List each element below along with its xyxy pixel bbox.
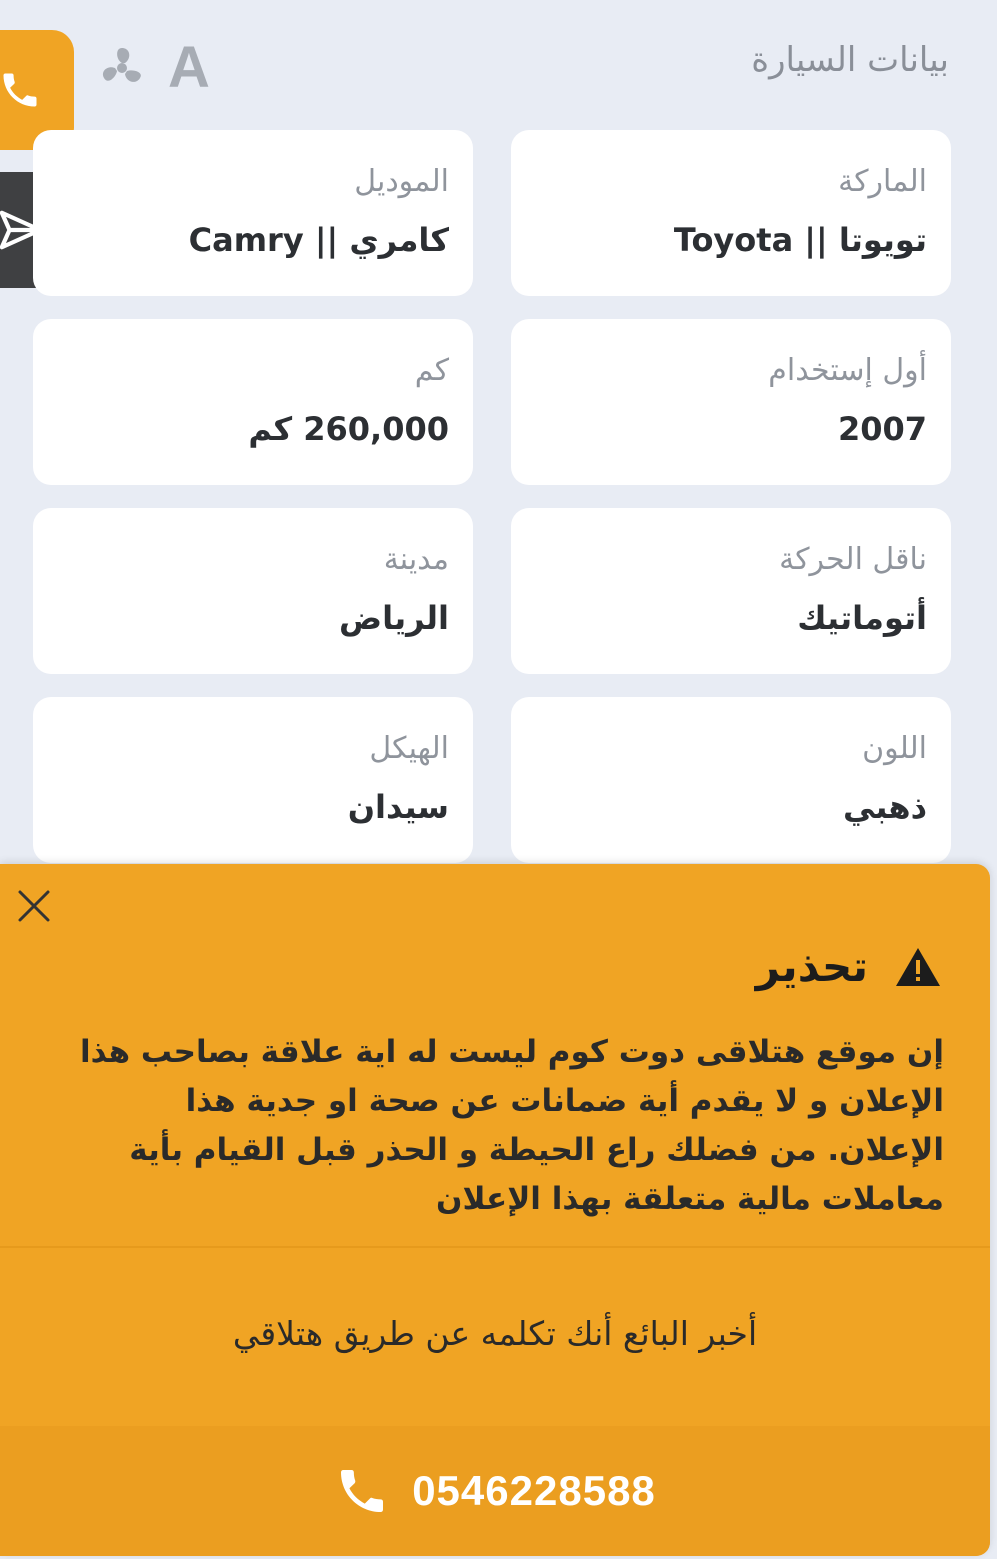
field-label: أول إستخدام	[768, 353, 927, 388]
field-label: الماركة	[838, 164, 927, 199]
field-value: ذهبي	[842, 788, 927, 826]
phone-icon	[0, 68, 42, 112]
field-label: اللون	[862, 731, 927, 766]
phone-icon	[334, 1463, 390, 1519]
field-card-body	[33, 697, 473, 863]
warning-title	[756, 942, 942, 991]
field-label: مدينة	[383, 542, 449, 577]
field-value: 2007	[837, 410, 927, 448]
field-value: سيدان	[347, 788, 449, 826]
warning-sheet	[0, 864, 990, 1556]
field-label: ناقل الحركة	[779, 542, 927, 577]
field-card-brand	[511, 130, 951, 296]
warning-text: إن موقع هتلاقى دوت كوم ليست له اية علاقة بصاحب هذا الإعلان و لا يقدم أية ضمانات عن صحة او جدية هذا الإعلان. من فضلك راع الحيطة و الحذر قبل القيام بأية معاملات مالية متعلقة بهذا الإعلان	[80, 1034, 944, 1217]
section-title: بيانات السيارة	[751, 40, 949, 80]
field-label: كم	[414, 353, 449, 388]
field-value: أتوماتيك	[797, 599, 927, 637]
auto-letter-icon: A	[168, 35, 210, 100]
field-card-city	[33, 508, 473, 674]
fan-icon	[98, 44, 146, 92]
top-icons	[98, 35, 210, 100]
field-card-transmission	[511, 508, 951, 674]
divider	[0, 1246, 990, 1248]
close-icon[interactable]	[14, 886, 54, 926]
field-card-model	[33, 130, 473, 296]
field-value: الرياض	[339, 599, 449, 637]
warning-icon	[894, 946, 942, 988]
field-value: 260,000 كم	[248, 410, 449, 448]
field-label: الموديل	[354, 164, 449, 199]
warning-title-text: تحذير	[755, 942, 868, 991]
field-value: كامري || Camry	[188, 221, 449, 259]
tell-seller-text: أخبر البائع أنك تكلمه عن طريق هتلاقي	[232, 1314, 758, 1353]
field-label: الهيكل	[369, 731, 449, 766]
call-seller-button[interactable]	[0, 1426, 990, 1556]
phone-number: 0546228588	[412, 1467, 656, 1514]
field-card-mileage	[33, 319, 473, 485]
field-card-color	[511, 697, 951, 863]
field-value: تويوتا || Toyota	[673, 221, 927, 259]
field-card-first-use	[511, 319, 951, 485]
